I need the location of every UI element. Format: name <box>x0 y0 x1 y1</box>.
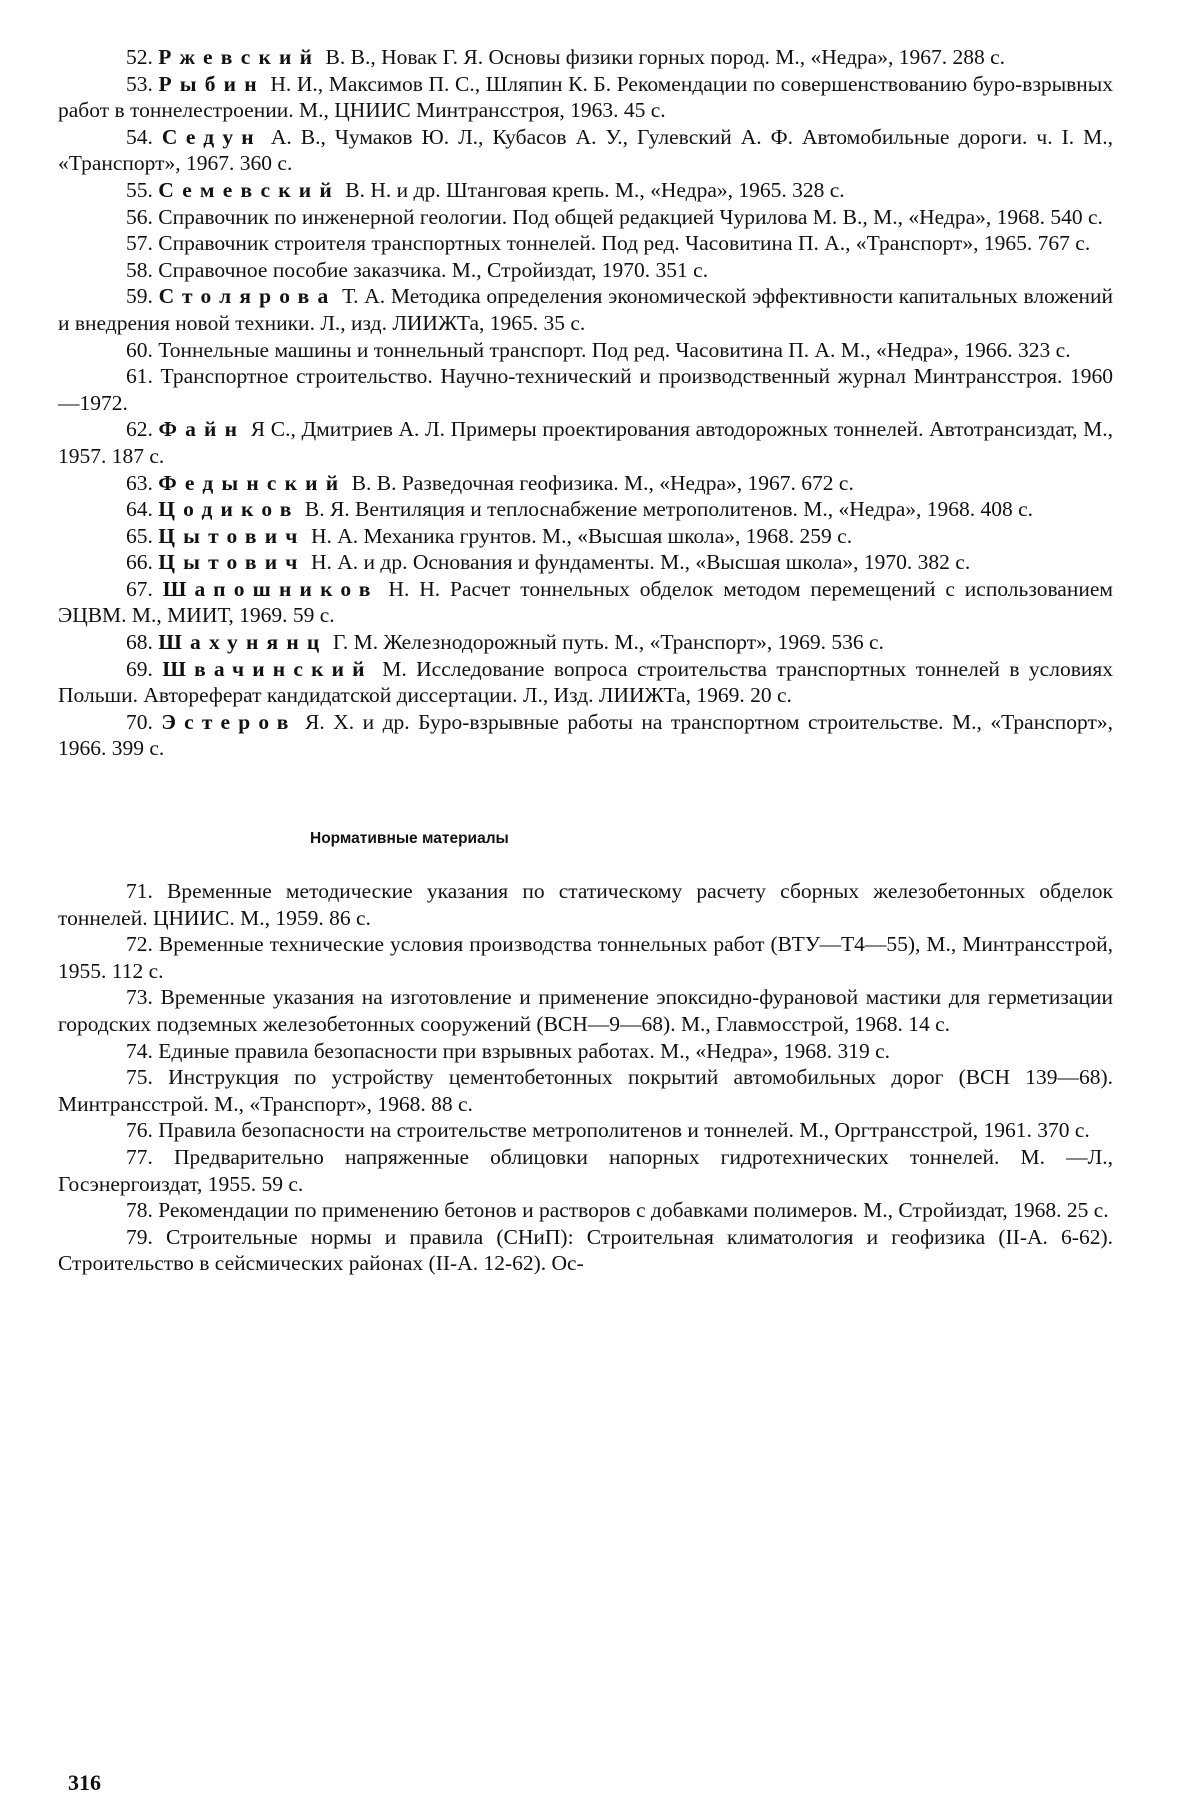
reference-entry: 78. Рекомендации по применению бетонов и растворов с добавками полимеров. М., Стройиздат, 1968. 25 с. <box>126 1198 1109 1223</box>
reference-entry: 59. Столярова Т. А. Методика определения экономической эффективности капитальных вложений и внедрения новой техники. Л., изд. ЛИИЖТа, 1965. 35 с. <box>58 284 1114 335</box>
reference-entry: 57. Справочник строителя транспортных тоннелей. Под ред. Часовитина П. А., «Транспорт», 1965. 767 с. <box>126 231 1091 256</box>
author-surname: Седун <box>161 124 262 149</box>
author-surname: Эстеров <box>161 709 297 734</box>
reference-entry: 56. Справочник по инженерной геологии. Под общей редакцией Чурилова М. В., М., «Недра», 1968. 540 с. <box>126 204 1103 229</box>
normative-reference-list <box>58 878 1113 1277</box>
author-surname: Шахунянц <box>158 630 328 655</box>
reference-entry: 73. Временные указания на изготовление и применение эпоксидно-фурановой мастики для герметизации городских подземных железобетонных сооружений (ВСН—9—68). М., Главмосстрой, 1968. 14 с. <box>58 985 1113 1036</box>
reference-entry: 79. Строительные нормы и правила (СНиП): Строительная климатология и геофизика (II-А. 6-62). Строительство в сейсмических районах (II-А. 12-62). Ос- <box>58 1224 1113 1276</box>
reference-entry: 53. Рыбин Н. И., Максимов П. С., Шляпин К. Б. Рекомендации по совершенствованию буро-взрывных работ в тоннелестроении. М., ЦНИИС Минтрансстроя, 1963. 45 с. <box>58 71 1113 123</box>
reference-entry: 77. Предварительно напряженные облицовки напорных гидротехнических тоннелей. М. —Л., Госэнергоиздат, 1955. 59 с. <box>58 1144 1113 1196</box>
reference-entry: 76. Правила безопасности на строительстве метрополитенов и тоннелей. М., Оргтрансстрой, 1961. 370 с. <box>126 1118 1090 1143</box>
author-surname: Файн <box>158 417 246 442</box>
reference-entry: 65. Цытович Н. А. Механика грунтов. М., «Высшая школа», 1968. 259 с. <box>126 523 853 548</box>
reference-entry: 75. Инструкция по устройству цементобетонных покрытий автомобильных дорог (ВСН 139—68). Минтрансстрой. М., «Транспорт», 1968. 88 с. <box>58 1065 1113 1116</box>
reference-entry: 74. Единые правила безопасности при взрывных работах. М., «Недра», 1968. 319 с. <box>126 1038 890 1063</box>
bibliography-page <box>58 44 1113 1277</box>
author-surname: Семевский <box>158 177 340 202</box>
author-surname: Шапошников <box>162 576 379 601</box>
reference-entry: 60. Тоннельные машины и тоннельный транспорт. Под ред. Часовитина П. А. М., «Недра», 1966. 323 с. <box>126 337 1071 362</box>
reference-entry: 69. Швачинский М. Исследование вопроса строительства транспортных тоннелей в условиях Польши. Автореферат кандидатской диссертации. Л., Изд. ЛИИЖТа, 1969. 20 с. <box>58 656 1113 708</box>
author-surname: Цытович <box>158 550 306 575</box>
section-heading: Нормативные материалы <box>310 830 509 848</box>
reference-entry: 66. Цытович Н. А. и др. Основания и фундаменты. М., «Высшая школа», 1970. 382 с. <box>126 550 971 575</box>
reference-entry: 71. Временные методические указания по статическому расчету сборных железобетонных обделок тоннелей. ЦНИИС. М., 1959. 86 с. <box>58 879 1113 930</box>
author-surname: Цодиков <box>158 497 300 522</box>
reference-entry: 61. Транспортное строительство. Научно-технический и производственный журнал Минтрансстроя. 1960—1972. <box>58 364 1113 415</box>
reference-entry: 68. Шахунянц Г. М. Железнодорожный путь. М., «Транспорт», 1969. 536 с. <box>126 630 884 655</box>
author-surname: Столярова <box>158 284 337 309</box>
reference-entry: 70. Эстеров Я. Х. и др. Буро-взрывные работы на транспортном строительстве. М., «Транспорт», 1966. 399 с. <box>58 709 1113 761</box>
reference-entry: 58. Справочное пособие заказчика. М., Стройиздат, 1970. 351 с. <box>126 257 709 282</box>
page-number: 316 <box>68 1770 101 1795</box>
reference-entry: 62. Файн Я С., Дмитриев А. Л. Примеры проектирования автодорожных тоннелей. Автотрансиздат, М., 1957. 187 с. <box>58 417 1113 468</box>
author-surname: Ржевский <box>158 45 321 69</box>
reference-entry: 63. Федынский В. В. Разведочная геофизика. М., «Недра», 1967. 672 с. <box>126 470 854 495</box>
author-surname: Рыбин <box>158 71 265 96</box>
author-surname: Швачинский <box>162 656 373 681</box>
reference-entry: 52. Ржевский В. В., Новак Г. Я. Основы физики горных пород. М., «Недра», 1967. 288 с. <box>126 45 1006 69</box>
reference-entry: 67. Шапошников Н. Н. Расчет тоннельных обделок методом перемещений с использованием ЭЦВМ. М., МИИТ, 1969. 59 с. <box>58 576 1114 628</box>
reference-entry: 55. Семевский В. Н. и др. Штанговая крепь. М., «Недра», 1965. 328 с. <box>126 177 845 202</box>
reference-entry: 64. Цодиков В. Я. Вентиляция и теплоснабжение метрополитенов. М., «Недра», 1968. 408 с. <box>126 497 1034 522</box>
author-surname: Цытович <box>158 523 306 548</box>
reference-entry: 72. Временные технические условия производства тоннельных работ (ВТУ—Т4—55), М., Минтрансстрой, 1955. 112 с. <box>58 932 1113 983</box>
author-surname: Федынский <box>158 470 347 495</box>
reference-entry: 54. Седун А. В., Чумаков Ю. Л., Кубасов А. У., Гулевский А. Ф. Автомобильные дороги. ч. I. М., «Транспорт», 1967. 360 с. <box>58 124 1114 176</box>
reference-list <box>58 44 1113 762</box>
